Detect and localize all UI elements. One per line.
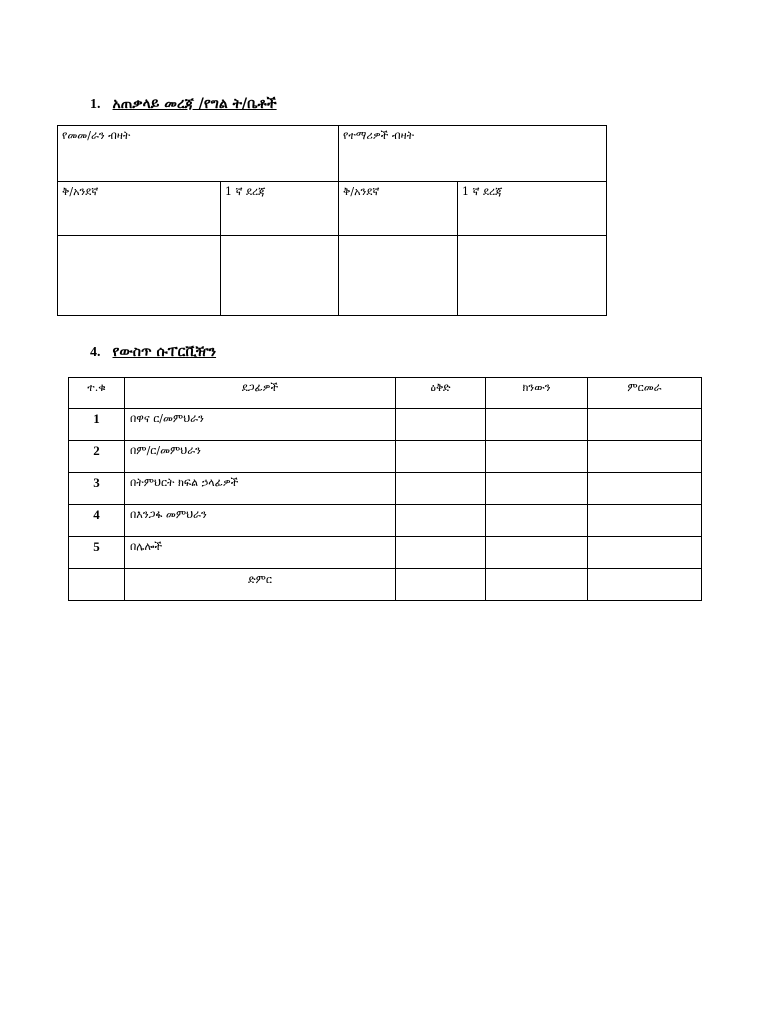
- teachers-primary-value[interactable]: [221, 236, 339, 316]
- row-label: በም/ር/መምህራን: [125, 441, 396, 473]
- plan-cell[interactable]: [396, 441, 486, 473]
- total-number-cell: [69, 569, 125, 601]
- teachers-preprimary-header: ቅ/አንደኛ: [58, 182, 221, 236]
- row-number: 3: [69, 473, 125, 505]
- plan-cell[interactable]: [396, 473, 486, 505]
- students-preprimary-header: ቅ/አንደኛ: [339, 182, 458, 236]
- section-4-heading: [90, 344, 216, 361]
- internal-supervision-table: [68, 377, 702, 601]
- performance-cell[interactable]: [486, 505, 588, 537]
- remark-cell[interactable]: [588, 473, 702, 505]
- section-1-number: 1.: [90, 97, 101, 112]
- students-primary-header: 1 ኛ ደረጃ: [458, 182, 607, 236]
- section-1-heading: [90, 96, 277, 113]
- table-row: [58, 236, 607, 316]
- total-label: ድምር: [125, 569, 396, 601]
- plan-cell[interactable]: [396, 537, 486, 569]
- row-number: 1: [69, 409, 125, 441]
- row-label: በሌሎች: [125, 537, 396, 569]
- performance-cell[interactable]: [486, 537, 588, 569]
- remark-cell[interactable]: [588, 409, 702, 441]
- row-label: በእንጋፋ መምህራን: [125, 505, 396, 537]
- performance-cell[interactable]: [486, 473, 588, 505]
- table-header-row: [69, 378, 702, 409]
- section-4-title: የውስጥ ሱፐርቪዥን: [112, 344, 217, 360]
- row-number: 5: [69, 537, 125, 569]
- total-plan-cell[interactable]: [396, 569, 486, 601]
- row-label: በዋና ር/መምህራን: [125, 409, 396, 441]
- table-row: [69, 441, 702, 473]
- general-info-table: [57, 125, 607, 316]
- total-remark-cell[interactable]: [588, 569, 702, 601]
- column-header-plan: ዕቅድ: [396, 378, 486, 409]
- total-row: [69, 569, 702, 601]
- students-primary-value[interactable]: [458, 236, 607, 316]
- column-header-performance: ክንውን: [486, 378, 588, 409]
- table-row: [58, 126, 607, 182]
- table-row: [58, 182, 607, 236]
- row-number: 2: [69, 441, 125, 473]
- section-4-number: 4.: [90, 345, 101, 360]
- teachers-count-header: የመመ/ራን ብዛት: [58, 126, 339, 182]
- remark-cell[interactable]: [588, 505, 702, 537]
- row-label: በትምህርት ክፍል ኃላፊዎች: [125, 473, 396, 505]
- plan-cell[interactable]: [396, 505, 486, 537]
- table-row: [69, 505, 702, 537]
- plan-cell[interactable]: [396, 409, 486, 441]
- remark-cell[interactable]: [588, 537, 702, 569]
- teachers-primary-header: 1 ኛ ደረጃ: [221, 182, 339, 236]
- performance-cell[interactable]: [486, 409, 588, 441]
- table-row: [69, 473, 702, 505]
- total-performance-cell[interactable]: [486, 569, 588, 601]
- table-row: [69, 537, 702, 569]
- teachers-preprimary-value[interactable]: [58, 236, 221, 316]
- remark-cell[interactable]: [588, 441, 702, 473]
- column-header-remark: ምርመራ: [588, 378, 702, 409]
- column-header-number: ተ.ቁ: [69, 378, 125, 409]
- column-header-supporters: ደጋፊዎች: [125, 378, 396, 409]
- performance-cell[interactable]: [486, 441, 588, 473]
- section-1-title: አጠቃላይ መረጃ /የግል ት/ቤቶች: [112, 96, 277, 112]
- students-preprimary-value[interactable]: [339, 236, 458, 316]
- row-number: 4: [69, 505, 125, 537]
- table-row: [69, 409, 702, 441]
- students-count-header: የተማሪዎች ብዛት: [339, 126, 607, 182]
